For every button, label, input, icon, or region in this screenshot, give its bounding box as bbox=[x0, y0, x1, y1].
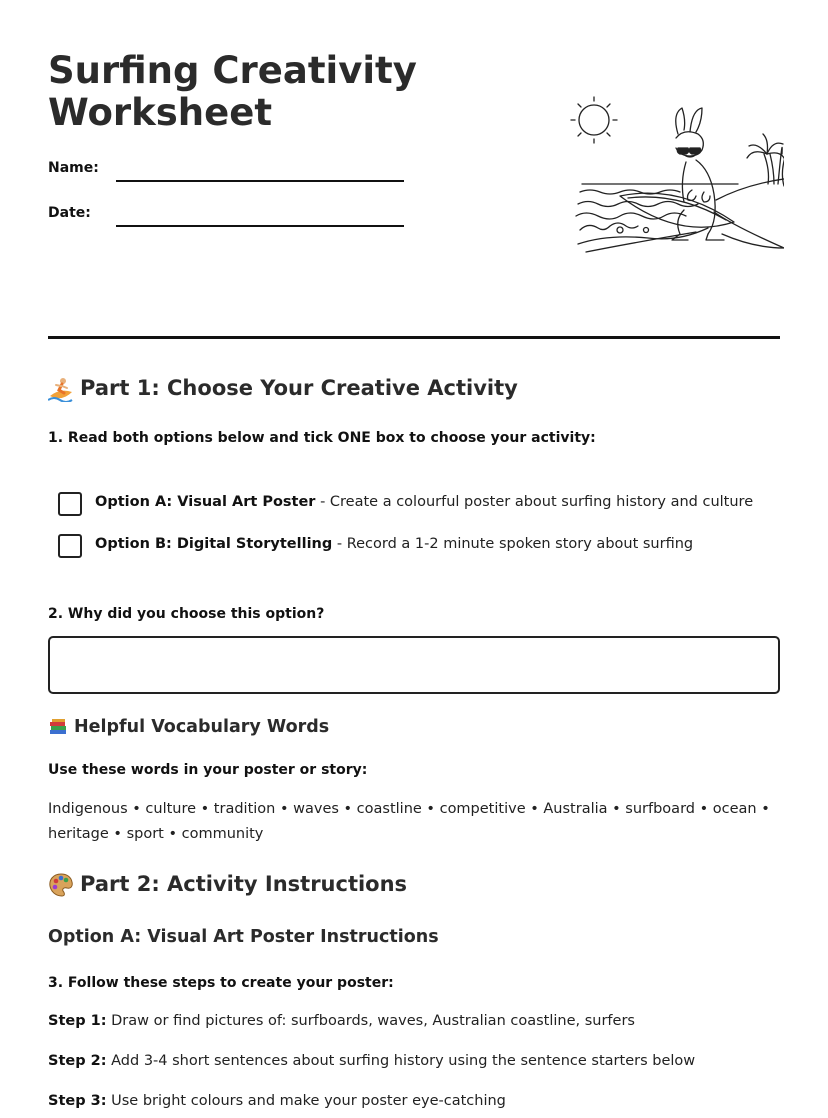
question-1: 1. Read both options below and tick ONE box to choose your activity: bbox=[48, 430, 596, 446]
name-line[interactable] bbox=[116, 180, 404, 182]
option-a-text bbox=[95, 494, 753, 510]
question-3: 3. Follow these steps to create your poster: bbox=[48, 975, 394, 991]
books-icon bbox=[48, 717, 68, 737]
step-3 bbox=[48, 1093, 506, 1109]
palm-trees-icon bbox=[747, 134, 784, 186]
part2-heading bbox=[48, 869, 407, 899]
part2-heading-text: Part 2: Activity Instructions bbox=[80, 872, 408, 896]
surfer-icon bbox=[48, 376, 74, 402]
sun-icon bbox=[571, 97, 617, 143]
worksheet-title: Surfing Creativity Worksheet bbox=[48, 49, 417, 134]
vocabulary-words: Indigenous • culture • tradition • waves • coastline • competitive • Australia • surfboard • ocean • heritage • sport • community bbox=[48, 801, 770, 842]
step-2-text: Add 3-4 short sentences about surfing history using the sentence starters below bbox=[106, 1053, 696, 1069]
option-b-checkbox[interactable] bbox=[58, 534, 82, 558]
option-b-desc: - Record a 1-2 minute spoken story about surfing bbox=[332, 536, 694, 552]
option-a-desc: - Create a colourful poster about surfing history and culture bbox=[315, 494, 754, 510]
vocabulary-heading-text: Helpful Vocabulary Words bbox=[74, 717, 330, 737]
date-label: Date: bbox=[48, 205, 91, 221]
section-divider bbox=[48, 336, 780, 339]
step-3-label: Step 3: bbox=[48, 1093, 107, 1109]
step-1-label: Step 1: bbox=[48, 1013, 107, 1029]
vocabulary-instruction: Use these words in your poster or story: bbox=[48, 762, 368, 778]
option-a-title: Option A: Visual Art Poster bbox=[95, 494, 316, 510]
date-line[interactable] bbox=[116, 225, 404, 227]
option-a-checkbox[interactable] bbox=[58, 492, 82, 516]
vocabulary-heading bbox=[48, 714, 329, 740]
step-3-text: Use bright colours and make your poster eye-catching bbox=[106, 1093, 506, 1109]
part1-heading bbox=[48, 373, 518, 403]
step-1 bbox=[48, 1013, 635, 1029]
step-2-label: Step 2: bbox=[48, 1053, 107, 1069]
option-b-title: Option B: Digital Storytelling bbox=[95, 536, 333, 552]
option-b-text bbox=[95, 536, 693, 552]
option-a-instructions-heading: Option A: Visual Art Poster Instructions bbox=[48, 927, 439, 947]
step-2 bbox=[48, 1053, 695, 1069]
question-2: 2. Why did you choose this option? bbox=[48, 606, 325, 622]
name-label: Name: bbox=[48, 160, 99, 176]
palette-icon bbox=[48, 872, 74, 898]
answer-box[interactable] bbox=[48, 636, 780, 694]
kangaroo-illustration bbox=[528, 92, 784, 264]
step-1-text: Draw or find pictures of: surfboards, waves, Australian coastline, surfers bbox=[106, 1013, 635, 1029]
part1-heading-text: Part 1: Choose Your Creative Activity bbox=[80, 376, 518, 400]
